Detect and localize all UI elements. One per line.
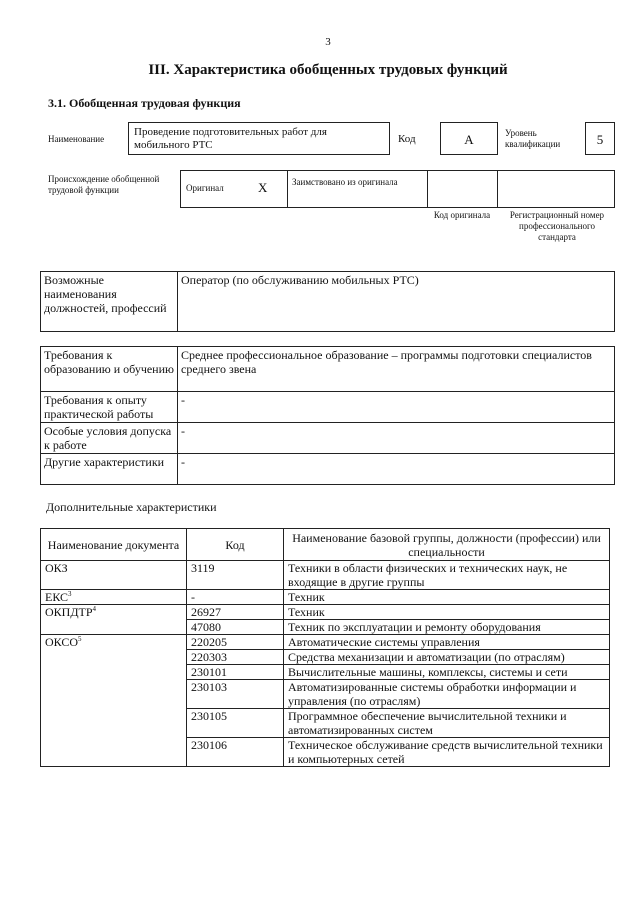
header-code: Код xyxy=(187,529,284,561)
code-cell: 230103 xyxy=(187,680,284,709)
table-row xyxy=(41,605,610,620)
code-label: Код xyxy=(398,133,416,145)
origin-divider xyxy=(497,171,498,207)
origin-divider xyxy=(287,171,288,207)
requirement-label: Другие характеристики xyxy=(41,454,178,485)
doc-cell xyxy=(41,590,187,605)
name-cell: Вычислительные машины, комплексы, системы и сети xyxy=(284,665,610,680)
name-cell: Техник по эксплуатации и ремонту оборудования xyxy=(284,620,610,635)
doc-name: ЕКС xyxy=(45,590,69,604)
code-cell: 26927 xyxy=(187,605,284,620)
requirement-label: Требования к образованию и обучению xyxy=(41,347,178,392)
function-name-box xyxy=(128,122,390,155)
original-label: Оригинал xyxy=(186,183,224,193)
positions-table xyxy=(40,271,615,332)
header-name: Наименование базовой группы, должности (профессии) или специальности xyxy=(284,529,610,561)
positions-value: Оператор (по обслуживанию мобильных РТС) xyxy=(178,272,615,332)
origin-divider xyxy=(427,171,428,207)
function-level-box xyxy=(585,122,615,155)
origin-box xyxy=(180,170,615,208)
requirement-value: - xyxy=(178,454,615,485)
code-cell: - xyxy=(187,590,284,605)
function-name-value: Проведение подготовительных работ для мобильного РТС xyxy=(134,126,327,151)
doc-footnote: 5 xyxy=(78,635,82,643)
name-cell: Программное обеспечение вычислительной техники и автоматизированных систем xyxy=(284,709,610,738)
original-mark: X xyxy=(258,180,268,195)
doc-name: ОКСО xyxy=(45,635,79,649)
doc-name: ОКПДТР xyxy=(45,605,93,619)
level-label: Уровень квалификации xyxy=(505,128,561,149)
header-document: Наименование документа xyxy=(41,529,187,561)
requirement-value: - xyxy=(178,392,615,423)
doc-name: ОКЗ xyxy=(45,561,68,575)
additional-table xyxy=(40,528,610,767)
code-cell: 230105 xyxy=(187,709,284,738)
function-level-value: 5 xyxy=(596,132,604,147)
doc-footnote: 3 xyxy=(68,590,72,598)
subsection-title: 3.1. Обобщенная трудовая функция xyxy=(48,96,241,110)
reg-number-label: Регистрационный номер профессионального стандарта xyxy=(509,210,605,242)
name-cell: Техническое обслуживание средств вычислительной техники и компьютерных сетей xyxy=(284,738,610,767)
table-row xyxy=(41,635,610,650)
table-row xyxy=(41,590,610,605)
requirement-label: Особые условия допуска к работе xyxy=(41,423,178,454)
borrowed-label: Заимствовано из оригинала xyxy=(292,177,398,187)
code-cell: 230106 xyxy=(187,738,284,767)
code-cell: 220205 xyxy=(187,635,284,650)
requirements-table xyxy=(40,346,615,485)
page-number: 3 xyxy=(325,36,331,48)
code-original-label: Код оригинала xyxy=(433,210,491,220)
section-title: III. Характеристика обобщенных трудовых функций xyxy=(148,62,508,78)
function-code-value: A xyxy=(464,132,474,147)
doc-footnote: 4 xyxy=(92,605,97,613)
code-cell: 230101 xyxy=(187,665,284,680)
requirement-value: Среднее профессиональное образование – программы подготовки специалистов среднего звена xyxy=(178,347,615,392)
origin-label: Происхождение обобщенной трудовой функции xyxy=(48,174,160,195)
doc-cell xyxy=(41,561,187,590)
name-cell: Техник xyxy=(284,590,610,605)
requirement-value: - xyxy=(178,423,615,454)
doc-cell xyxy=(41,605,187,635)
positions-label: Возможные наименования должностей, профессий xyxy=(41,272,178,332)
name-cell: Автоматизированные системы обработки информации и управления (по отраслям) xyxy=(284,680,610,709)
additional-title: Дополнительные характеристики xyxy=(46,500,217,514)
code-cell: 3119 xyxy=(187,561,284,590)
name-cell: Автоматические системы управления xyxy=(284,635,610,650)
name-cell: Средства механизации и автоматизации (по отраслям) xyxy=(284,650,610,665)
doc-cell xyxy=(41,635,187,767)
code-cell: 220303 xyxy=(187,650,284,665)
name-cell: Техники в области физических и технических наук, не входящие в другие группы xyxy=(284,561,610,590)
requirement-label: Требования к опыту практической работы xyxy=(41,392,178,423)
name-cell: Техник xyxy=(284,605,610,620)
code-cell: 47080 xyxy=(187,620,284,635)
name-label: Наименование xyxy=(48,134,105,144)
table-row xyxy=(41,561,610,590)
function-code-box xyxy=(440,122,498,155)
